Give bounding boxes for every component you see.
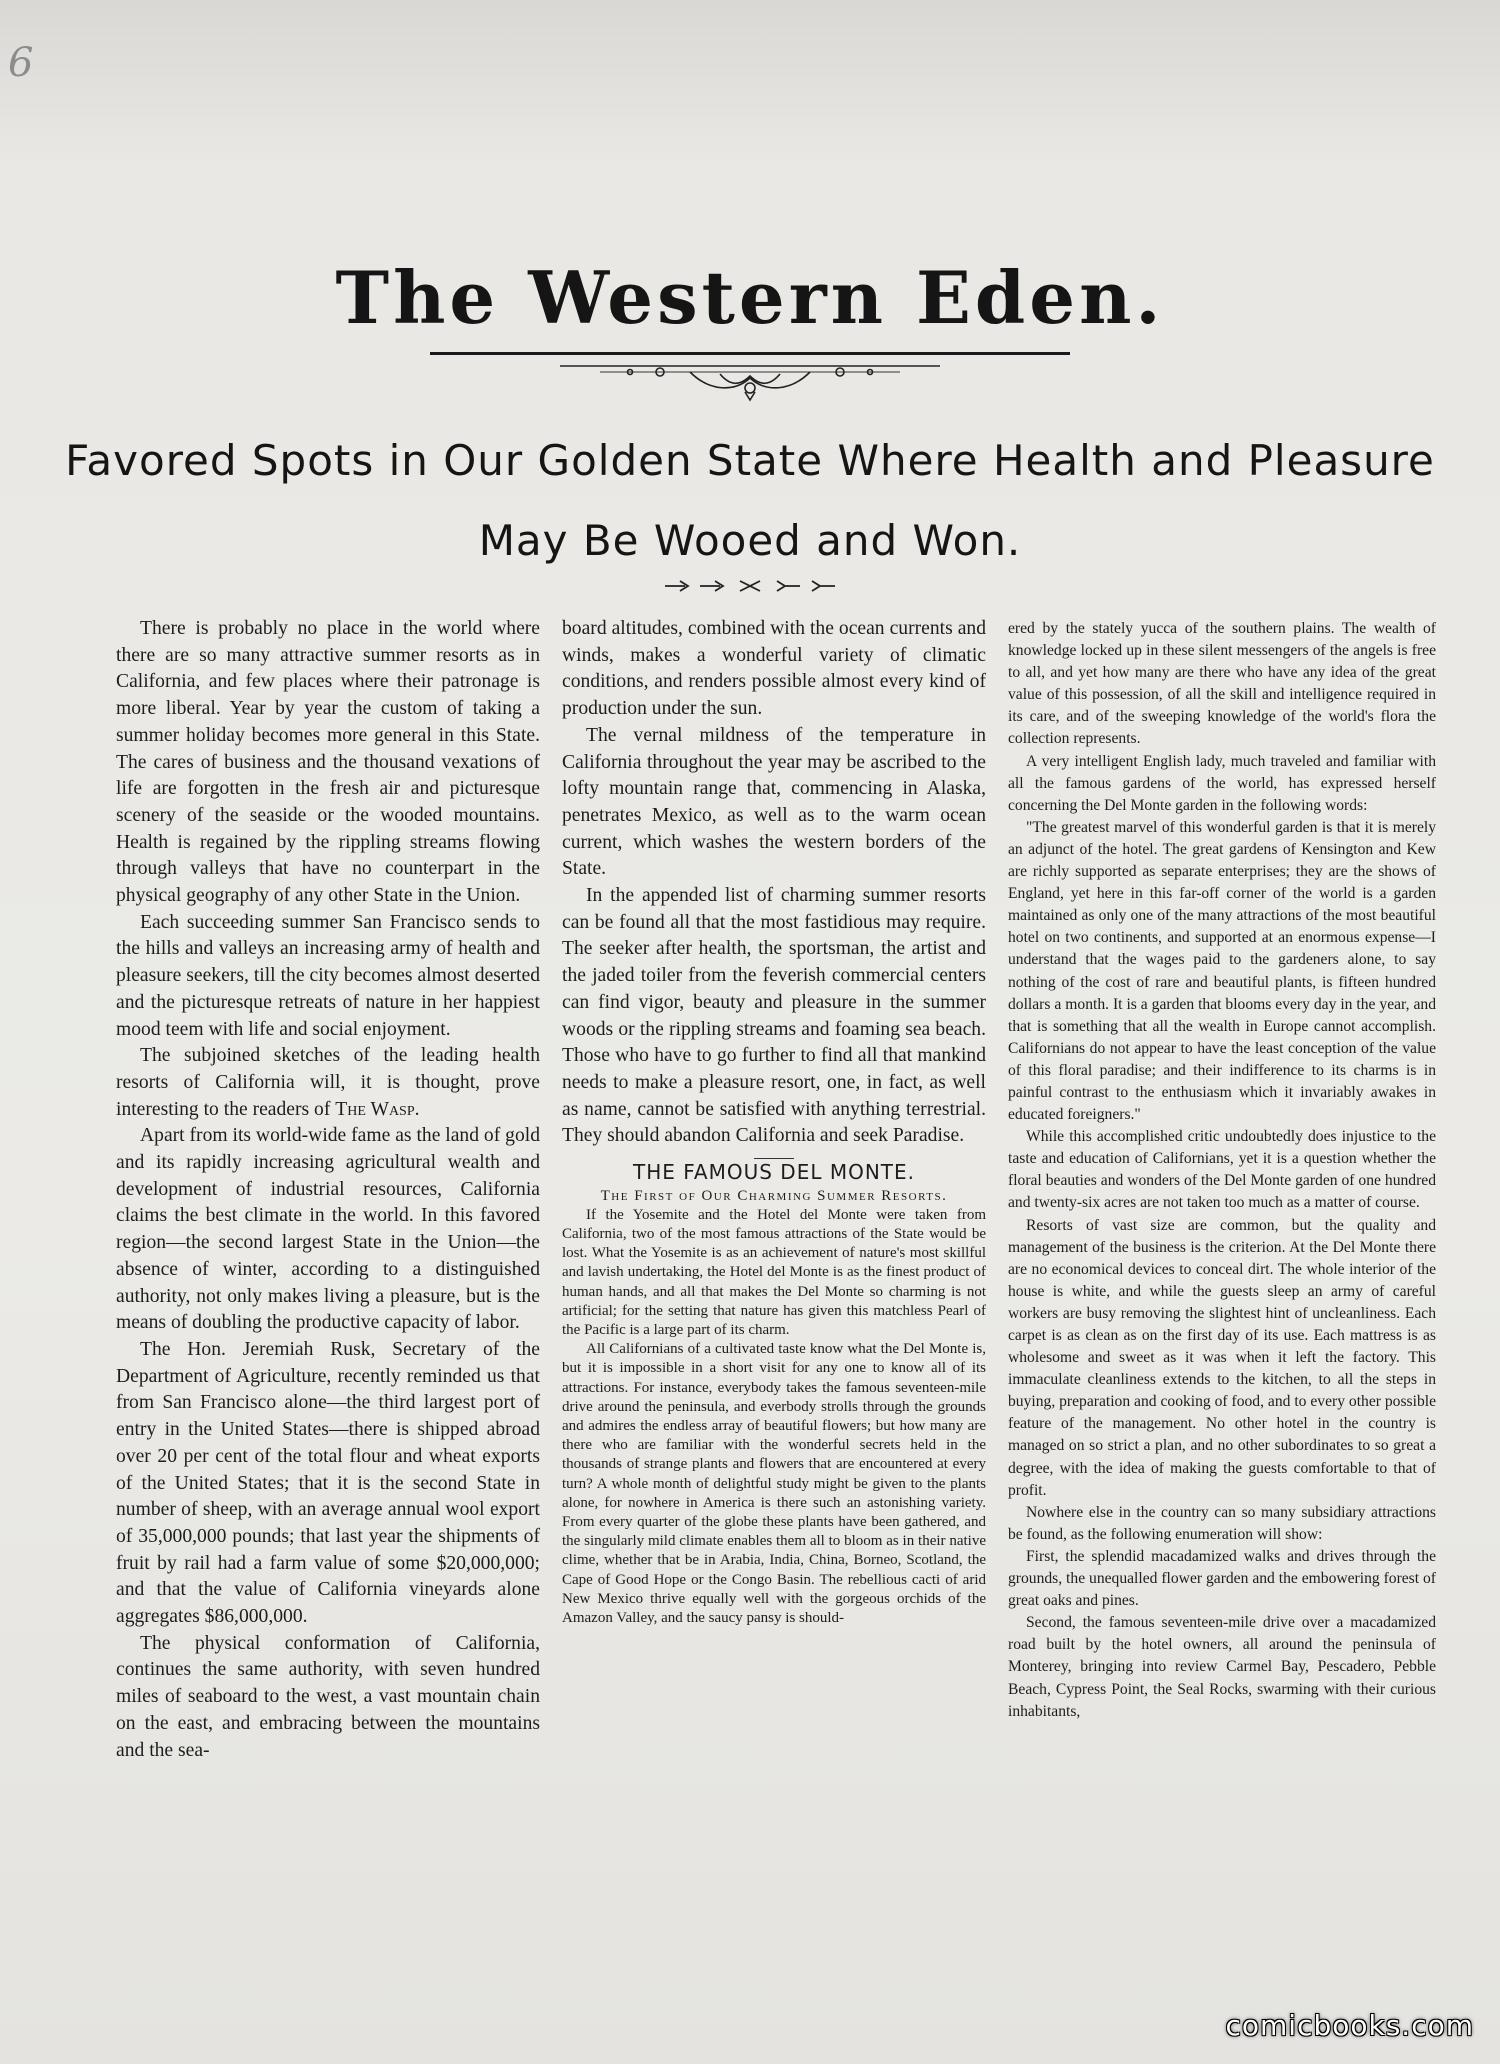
paragraph <box>116 1043 540 1123</box>
site-watermark: comicbooks.com <box>1225 2009 1474 2042</box>
column-1 <box>116 616 540 1764</box>
paragraph: In the appended list of charming summer resorts can be found all that the most fastidious may require. The seeker after health, the sportsman, the artist and the jaded toiler from the feverish commercial centers can find vigor, beauty and pleasure in the summer woods or the rippling streams and foaming sea beach. Those who have to go further to find all that mankind needs to make a pleasure resort, one, in fact, as well as name, cannot be satisfied with anything terrestrial. They should abandon California and seek Paradise. <box>562 885 986 1147</box>
subtitle-line-2: May Be Wooed and Won. <box>478 516 1022 565</box>
paragraph: The physical conformation of California, continues the same authority, with seven hundred miles of seaboard to the west, a vast mountain chain on the east, and embracing between the mountains and the sea- <box>116 1632 540 1761</box>
section-heading: THE FAMOUS DEL MONTE. <box>633 1160 915 1185</box>
paragraph: Apart from its world-wide fame as the land of gold and its rapidly increasing agricultural wealth and development of industrial resources, California claims the best climate in the world. In this favored region—the second largest State in the Union—the absence of winter, according to a distinguished authority, not only makes living a pleasure, but is the means of doubling the productive capacity of labor. <box>116 1125 540 1334</box>
paragraph: All Californians of a cultivated taste know what the Del Monte is, but it is impossible in a short visit for any one to know all of its attractions. For instance, everybody takes the famous seventeen-mile drive around the peninsula, and everbody strolls through the grounds and admires the endless array of beautiful flowers; but how many are there who are familiar with the wonderful secrets held in the thousands of strange plants and flowers that are encountered at every turn? A whole month of delightful study might be given to the plants alone, for nowhere in America is there such an astonishing variety. From every quarter of the globe these plants have been gathered, and the singularly mild climate enables them all to bloom as in their native clime, whether that be in Arabia, India, China, Borneo, Scotland, the Cape of Good Hope or the Congo Basin. The rebellious cacti of arid New Mexico thrive equally well with the gorgeous orchids of the Amazon Valley, and the saucy pansy is should- <box>562 1341 986 1627</box>
paragraph: First, the splendid macadamized walks and drives through the grounds, the unequalled flower garden and the embowering forest of great oaks and pines. <box>1008 1547 1436 1610</box>
paragraph: Resorts of vast size are common, but the quality and management of the business is the criterion. At the Del Monte there are no economical devices to conceal dirt. The whole interior of the house is white, and while the guests sleep an army of careful workers are busy removing the slightest hint of uncleanliness. Each carpet is as clean as on the first day of its use. Each mattress is as wholesome and sweet as it was when it left the factory. This immaculate cleanliness extends to the kitchen, to all the steps in buying, preparation and cooking of food, and to every other possible feature of the management. No other hotel in the country is managed on so strict a plan, and no other subordinates to so great a degree, with the idea of making the guests comfortable to that of profit. <box>1008 1216 1436 1499</box>
title-rule <box>430 352 1070 355</box>
section-subheading: The First of Our Charming Summer Resorts. <box>600 1187 948 1204</box>
paragraph: While this accomplished critic undoubtedly does injustice to the taste and education of Californians, yet it is a question whether the floral beauties and wonders of the Del Monte garden of one hundred and twenty-six acres are not taken too much as a matter of course. <box>1008 1128 1436 1212</box>
small-ornament-icon <box>660 578 840 594</box>
paragraph: Nowhere else in the country can so many subsidiary attractions be found, as the following enumeration will show: <box>1008 1503 1436 1543</box>
paragraph: ered by the stately yucca of the southern plains. The wealth of knowledge locked up in these silent messengers of the angels is free to all, and yet how many are there who have any idea of the great value of this possession, of all the skill and intelligence required in its care, and of the sweeping knowledge of the world's flora the collection represents. <box>1008 620 1436 748</box>
column-2 <box>562 616 986 1628</box>
publication-name: The Wasp. <box>335 1098 420 1120</box>
corner-pencil-mark: 6 <box>8 40 34 86</box>
paragraph-text: The subjoined sketches of the leading health resorts of California will, it is thought, prove interesting to the readers of <box>116 1045 540 1120</box>
subtitle-line-1: Favored Spots in Our Golden State Where Health and Pleasure <box>65 436 1435 485</box>
paragraph: "The greatest marvel of this wonderful garden is that it is merely an adjunct of the hotel. The great gardens of Kensington and Kew are richly supported as separate enterprises; they are the shows of England, yet here in this far-off corner of the world is a garden maintained as only one of the many attractions of the most beautiful hotel on two continents, and supported at an enormous expense—I understand that the wages paid to the gardeners alone, to say nothing of the cost of rare and beautiful plants, is fifteen hundred dollars a month. It is a garden that blooms every day in the year, and that is something that all the wealth in Europe cannot accomplish. Californians do not appear to have the least conception of the value of this floral paradise; and their indifference to its charms is in painful contrast to the enthusiasm which it invariably awakes in educated foreigners." <box>1008 818 1436 1124</box>
paragraph: There is probably no place in the world where there are so many attractive summer resorts as in California, and few places where their patronage is more liberal. Year by year the custom of taking a summer holiday becomes more general in this State. The cares of business and the thousand vexations of life are forgotten in the fresh air and picturesque scenery of the seaside or the wooded mountains. Health is regained by the rippling streams flowing through valleys that have no counterpart in the physical geography of any other State in the Union. <box>116 618 540 907</box>
paragraph: If the Yosemite and the Hotel del Monte were taken from California, two of the most famous attractions of the State would be lost. What the Yosemite is as an achievement of nature's most skillful and lavish undertaking, the Hotel del Monte is as the finest product of human hands, and all that makes the Del Monte so charming is not artificial; for the setting that nature has given this matchless Pearl of the Pacific is a large part of its charm. <box>562 1206 986 1338</box>
paragraph: Each succeeding summer San Francisco sends to the hills and valleys an increasing army of health and pleasure seekers, till the city becomes almost deserted and the picturesque retreats of nature in her happiest mood teem with life and social enjoyment. <box>116 911 540 1040</box>
column-3 <box>1008 618 1436 1723</box>
paragraph: A very intelligent English lady, much traveled and familiar with all the famous gardens of the world, has expressed herself concerning the Del Monte garden in the following words: <box>1008 752 1436 814</box>
paragraph: Second, the famous seventeen-mile drive over a macadamized road built by the hotel owners, all around the peninsula of Monterey, bringing into review Carmel Bay, Pescadero, Pebble Beach, Cypress Point, the Seal Rocks, swarming with their curious inhabitants, <box>1008 1614 1436 1720</box>
ornament-flourish-icon <box>560 358 940 402</box>
paragraph: The Hon. Jeremiah Rusk, Secretary of the Department of Agriculture, recently reminded us that from San Francisco alone—the third largest port of entry in the United States—there is shipped abroad over 20 per cent of the total flour and wheat exports of the United States; that it is the second State in number of sheep, with an average annual wool export of 35,000,000 pounds; that last year the shipments of fruit by rail had a farm value of some $20,000,000; and that the value of California vineyards alone aggregates $86,000,000. <box>116 1338 540 1628</box>
page-title: The Western Eden. <box>335 255 1165 340</box>
paragraph: board altitudes, combined with the ocean currents and winds, makes a wonderful variety of climatic conditions, and renders possible almost every kind of production under the sun. <box>562 618 986 720</box>
paragraph: The vernal mildness of the temperature in California throughout the year may be ascribed to the lofty mountain range that, commencing in Alaska, penetrates Mexico, as well as to the warm ocean current, which washes the western borders of the State. <box>562 724 986 880</box>
